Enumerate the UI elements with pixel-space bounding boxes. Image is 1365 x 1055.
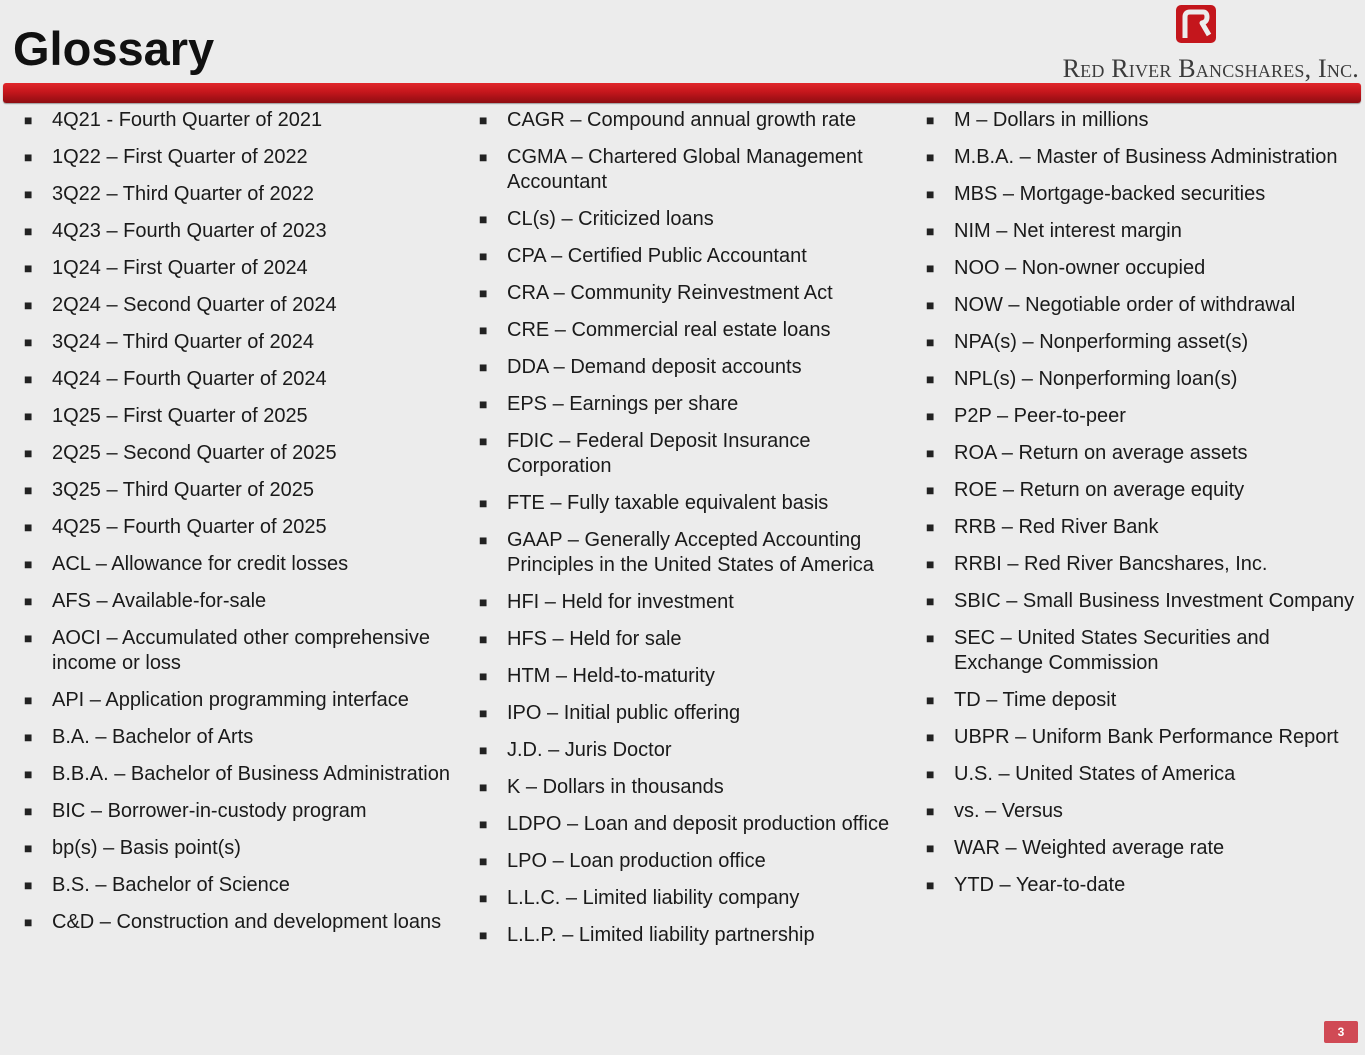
- glossary-term: 4Q23 – Fourth Quarter of 2023: [52, 220, 327, 242]
- glossary-item: [926, 478, 1362, 515]
- glossary-term: CRE – Commercial real estate loans: [507, 319, 831, 341]
- glossary-term: HTM – Held-to-maturity: [507, 665, 715, 687]
- glossary-item: [926, 589, 1362, 626]
- page-number-badge: 3: [1324, 1021, 1358, 1043]
- company-logo-text: Red River Bancshares, Inc.: [1062, 54, 1359, 83]
- glossary-item: [479, 528, 899, 590]
- bullet-icon: ■: [24, 840, 33, 856]
- bullet-icon: ■: [926, 112, 935, 128]
- glossary-term: CRA – Community Reinvestment Act: [507, 282, 833, 304]
- glossary-term: 3Q22 – Third Quarter of 2022: [52, 183, 315, 205]
- glossary-term: RRB – Red River Bank: [954, 516, 1159, 538]
- glossary-term: FTE – Fully taxable equivalent basis: [507, 492, 829, 514]
- page-title: Glossary: [13, 22, 215, 75]
- glossary-item: [479, 491, 899, 528]
- glossary-item: [479, 849, 899, 886]
- glossary-term: IPO – Initial public offering: [507, 702, 741, 724]
- glossary-item: [479, 355, 899, 392]
- glossary-item: [479, 281, 899, 318]
- bullet-icon: ■: [479, 495, 488, 511]
- glossary-item: [926, 873, 1362, 910]
- glossary-term: NPL(s) – Nonperforming loan(s): [954, 368, 1238, 390]
- glossary-item: [24, 762, 454, 799]
- bullet-icon: ■: [479, 927, 488, 943]
- glossary-item: [926, 330, 1362, 367]
- glossary-term: SBIC – Small Business Investment Company: [954, 590, 1355, 612]
- glossary-item: [24, 515, 454, 552]
- glossary-item: [24, 108, 454, 145]
- bullet-icon: ■: [926, 223, 935, 239]
- bullet-icon: ■: [926, 840, 935, 856]
- glossary-item: [24, 799, 454, 836]
- bullet-icon: ■: [24, 729, 33, 745]
- glossary-item: [926, 799, 1362, 836]
- glossary-term: HFI – Held for investment: [507, 591, 734, 613]
- glossary-term: 2Q24 – Second Quarter of 2024: [52, 294, 337, 316]
- bullet-icon: ■: [24, 223, 33, 239]
- glossary-term: 1Q22 – First Quarter of 2022: [52, 146, 308, 168]
- glossary-term: NOW – Negotiable order of withdrawal: [954, 294, 1296, 316]
- glossary-term: M – Dollars in millions: [954, 109, 1149, 131]
- bullet-icon: ■: [479, 359, 488, 375]
- glossary-item: [926, 762, 1362, 799]
- glossary-item: [24, 552, 454, 589]
- glossary-item: [24, 589, 454, 626]
- bullet-icon: ■: [479, 149, 488, 165]
- bullet-icon: ■: [926, 593, 935, 609]
- bullet-icon: ■: [479, 668, 488, 684]
- bullet-icon: ■: [24, 371, 33, 387]
- glossary-item: [24, 404, 454, 441]
- glossary-item: [24, 910, 454, 947]
- bullet-icon: ■: [926, 186, 935, 202]
- bullet-icon: ■: [926, 260, 935, 276]
- bullet-icon: ■: [24, 297, 33, 313]
- glossary-item: [24, 626, 454, 688]
- glossary-term: LPO – Loan production office: [507, 850, 766, 872]
- glossary-item: [479, 429, 899, 491]
- bullet-icon: ■: [479, 211, 488, 227]
- glossary-term: AOCI – Accumulated other comprehensive income or loss: [52, 627, 430, 674]
- glossary-term: L.L.P. – Limited liability partnership: [507, 924, 815, 946]
- glossary-term: 4Q21 - Fourth Quarter of 2021: [52, 109, 323, 131]
- glossary-term: UBPR – Uniform Bank Performance Report: [954, 726, 1339, 748]
- glossary-term: TD – Time deposit: [954, 689, 1117, 711]
- bullet-icon: ■: [926, 630, 935, 646]
- glossary-term: J.D. – Juris Doctor: [507, 739, 672, 761]
- glossary-term: GAAP – Generally Accepted Accounting Principles in the United States of America: [507, 529, 874, 576]
- glossary-term: U.S. – United States of America: [954, 763, 1236, 785]
- glossary-term: NPA(s) – Nonperforming asset(s): [954, 331, 1249, 353]
- glossary-item: [24, 725, 454, 762]
- glossary-item: [479, 627, 899, 664]
- glossary-item: [479, 207, 899, 244]
- glossary-item: [926, 552, 1362, 589]
- bullet-icon: ■: [24, 630, 33, 646]
- glossary-term: P2P – Peer-to-peer: [954, 405, 1126, 427]
- glossary-item: [24, 688, 454, 725]
- glossary-term: HFS – Held for sale: [507, 628, 682, 650]
- glossary-item: [926, 725, 1362, 762]
- bullet-icon: ■: [926, 408, 935, 424]
- glossary-item: [24, 293, 454, 330]
- glossary-item: [926, 256, 1362, 293]
- glossary-item: [926, 367, 1362, 404]
- glossary-term: FDIC – Federal Deposit Insurance Corporation: [507, 430, 811, 477]
- glossary-term: K – Dollars in thousands: [507, 776, 724, 798]
- glossary-item: [926, 404, 1362, 441]
- bullet-icon: ■: [926, 371, 935, 387]
- glossary-item: [479, 738, 899, 775]
- glossary-item: [926, 626, 1362, 688]
- glossary-column-2: [479, 108, 899, 960]
- bullet-icon: ■: [479, 322, 488, 338]
- glossary-term: CAGR – Compound annual growth rate: [507, 109, 857, 131]
- bullet-icon: ■: [24, 482, 33, 498]
- glossary-item: [926, 219, 1362, 256]
- bullet-icon: ■: [24, 766, 33, 782]
- glossary-term: RRBI – Red River Bancshares, Inc.: [954, 553, 1268, 575]
- glossary-item: [926, 108, 1362, 145]
- bullet-icon: ■: [479, 532, 488, 548]
- glossary-item: [926, 293, 1362, 330]
- glossary-term: ROE – Return on average equity: [954, 479, 1245, 501]
- bullet-icon: ■: [479, 705, 488, 721]
- bullet-icon: ■: [926, 445, 935, 461]
- bullet-icon: ■: [479, 433, 488, 449]
- glossary-item: [479, 108, 899, 145]
- glossary-term: B.A. – Bachelor of Arts: [52, 726, 254, 748]
- glossary-term: M.B.A. – Master of Business Administration: [954, 146, 1338, 168]
- glossary-term: 3Q25 – Third Quarter of 2025: [52, 479, 315, 501]
- bullet-icon: ■: [24, 877, 33, 893]
- glossary-term: AFS – Available-for-sale: [52, 590, 267, 612]
- glossary-item: [24, 836, 454, 873]
- glossary-term: 1Q24 – First Quarter of 2024: [52, 257, 308, 279]
- glossary-item: [479, 392, 899, 429]
- glossary-item: [926, 688, 1362, 725]
- glossary-term: B.S. – Bachelor of Science: [52, 874, 290, 896]
- red-river-logo-icon: [1176, 5, 1216, 43]
- glossary-item: [24, 873, 454, 910]
- bullet-icon: ■: [24, 186, 33, 202]
- bullet-icon: ■: [479, 285, 488, 301]
- glossary-item: [479, 318, 899, 355]
- glossary-term: vs. – Versus: [954, 800, 1063, 822]
- glossary-item: [926, 145, 1362, 182]
- glossary-term: MBS – Mortgage-backed securities: [954, 183, 1266, 205]
- glossary-term: NIM – Net interest margin: [954, 220, 1182, 242]
- glossary-item: [24, 256, 454, 293]
- header-divider-bar: [3, 83, 1361, 103]
- bullet-icon: ■: [24, 692, 33, 708]
- glossary-item: [926, 836, 1362, 873]
- glossary-term: 4Q25 – Fourth Quarter of 2025: [52, 516, 327, 538]
- glossary-term: CL(s) – Criticized loans: [507, 208, 714, 230]
- glossary-item: [479, 701, 899, 738]
- glossary-item: [479, 812, 899, 849]
- glossary-term: 1Q25 – First Quarter of 2025: [52, 405, 308, 427]
- glossary-item: [24, 367, 454, 404]
- glossary-item: [24, 145, 454, 182]
- bullet-icon: ■: [24, 408, 33, 424]
- glossary-item: [479, 664, 899, 701]
- glossary-item: [24, 441, 454, 478]
- glossary-item: [479, 244, 899, 281]
- bullet-icon: ■: [926, 803, 935, 819]
- bullet-icon: ■: [926, 334, 935, 350]
- bullet-icon: ■: [24, 149, 33, 165]
- bullet-icon: ■: [24, 445, 33, 461]
- bullet-icon: ■: [24, 260, 33, 276]
- glossary-term: 4Q24 – Fourth Quarter of 2024: [52, 368, 327, 390]
- glossary-term: ACL – Allowance for credit losses: [52, 553, 349, 575]
- glossary-item: [24, 182, 454, 219]
- bullet-icon: ■: [24, 803, 33, 819]
- bullet-icon: ■: [926, 692, 935, 708]
- bullet-icon: ■: [926, 482, 935, 498]
- glossary-term: L.L.C. – Limited liability company: [507, 887, 800, 909]
- glossary-item: [479, 145, 899, 207]
- glossary-item: [479, 923, 899, 960]
- bullet-icon: ■: [479, 396, 488, 412]
- bullet-icon: ■: [24, 914, 33, 930]
- glossary-term: NOO – Non-owner occupied: [954, 257, 1206, 279]
- glossary-column-3: [926, 108, 1362, 910]
- bullet-icon: ■: [479, 631, 488, 647]
- glossary-item: [479, 590, 899, 627]
- glossary-term: BIC – Borrower-in-custody program: [52, 800, 367, 822]
- bullet-icon: ■: [479, 742, 488, 758]
- glossary-item: [24, 478, 454, 515]
- bullet-icon: ■: [24, 519, 33, 535]
- bullet-icon: ■: [926, 519, 935, 535]
- glossary-item: [479, 775, 899, 812]
- glossary-item: [926, 182, 1362, 219]
- glossary-term: LDPO – Loan and deposit production office: [507, 813, 890, 835]
- bullet-icon: ■: [479, 779, 488, 795]
- glossary-term: DDA – Demand deposit accounts: [507, 356, 802, 378]
- bullet-icon: ■: [926, 729, 935, 745]
- bullet-icon: ■: [479, 594, 488, 610]
- bullet-icon: ■: [479, 890, 488, 906]
- bullet-icon: ■: [24, 334, 33, 350]
- glossary-term: bp(s) – Basis point(s): [52, 837, 241, 859]
- glossary-term: CPA – Certified Public Accountant: [507, 245, 807, 267]
- bullet-icon: ■: [926, 297, 935, 313]
- bullet-icon: ■: [926, 556, 935, 572]
- glossary-item: [24, 219, 454, 256]
- glossary-term: CGMA – Chartered Global Management Accountant: [507, 146, 863, 193]
- bullet-icon: ■: [24, 112, 33, 128]
- glossary-term: 2Q25 – Second Quarter of 2025: [52, 442, 337, 464]
- glossary-term: WAR – Weighted average rate: [954, 837, 1225, 859]
- glossary-term: EPS – Earnings per share: [507, 393, 739, 415]
- bullet-icon: ■: [479, 816, 488, 832]
- glossary-column-1: [24, 108, 454, 947]
- glossary-item: [926, 441, 1362, 478]
- glossary-term: 3Q24 – Third Quarter of 2024: [52, 331, 315, 353]
- glossary-term: ROA – Return on average assets: [954, 442, 1248, 464]
- glossary-term: YTD – Year-to-date: [954, 874, 1126, 896]
- glossary-term: API – Application programming interface: [52, 689, 409, 711]
- glossary-term: SEC – United States Securities and Exchange Commission: [954, 627, 1270, 674]
- bullet-icon: ■: [24, 593, 33, 609]
- bullet-icon: ■: [479, 853, 488, 869]
- glossary-item: [926, 515, 1362, 552]
- glossary-term: B.B.A. – Bachelor of Business Administration: [52, 763, 450, 785]
- glossary-item: [479, 886, 899, 923]
- glossary-item: [24, 330, 454, 367]
- bullet-icon: ■: [926, 877, 935, 893]
- bullet-icon: ■: [24, 556, 33, 572]
- glossary-term: C&D – Construction and development loans: [52, 911, 442, 933]
- bullet-icon: ■: [479, 248, 488, 264]
- bullet-icon: ■: [479, 112, 488, 128]
- bullet-icon: ■: [926, 766, 935, 782]
- bullet-icon: ■: [926, 149, 935, 165]
